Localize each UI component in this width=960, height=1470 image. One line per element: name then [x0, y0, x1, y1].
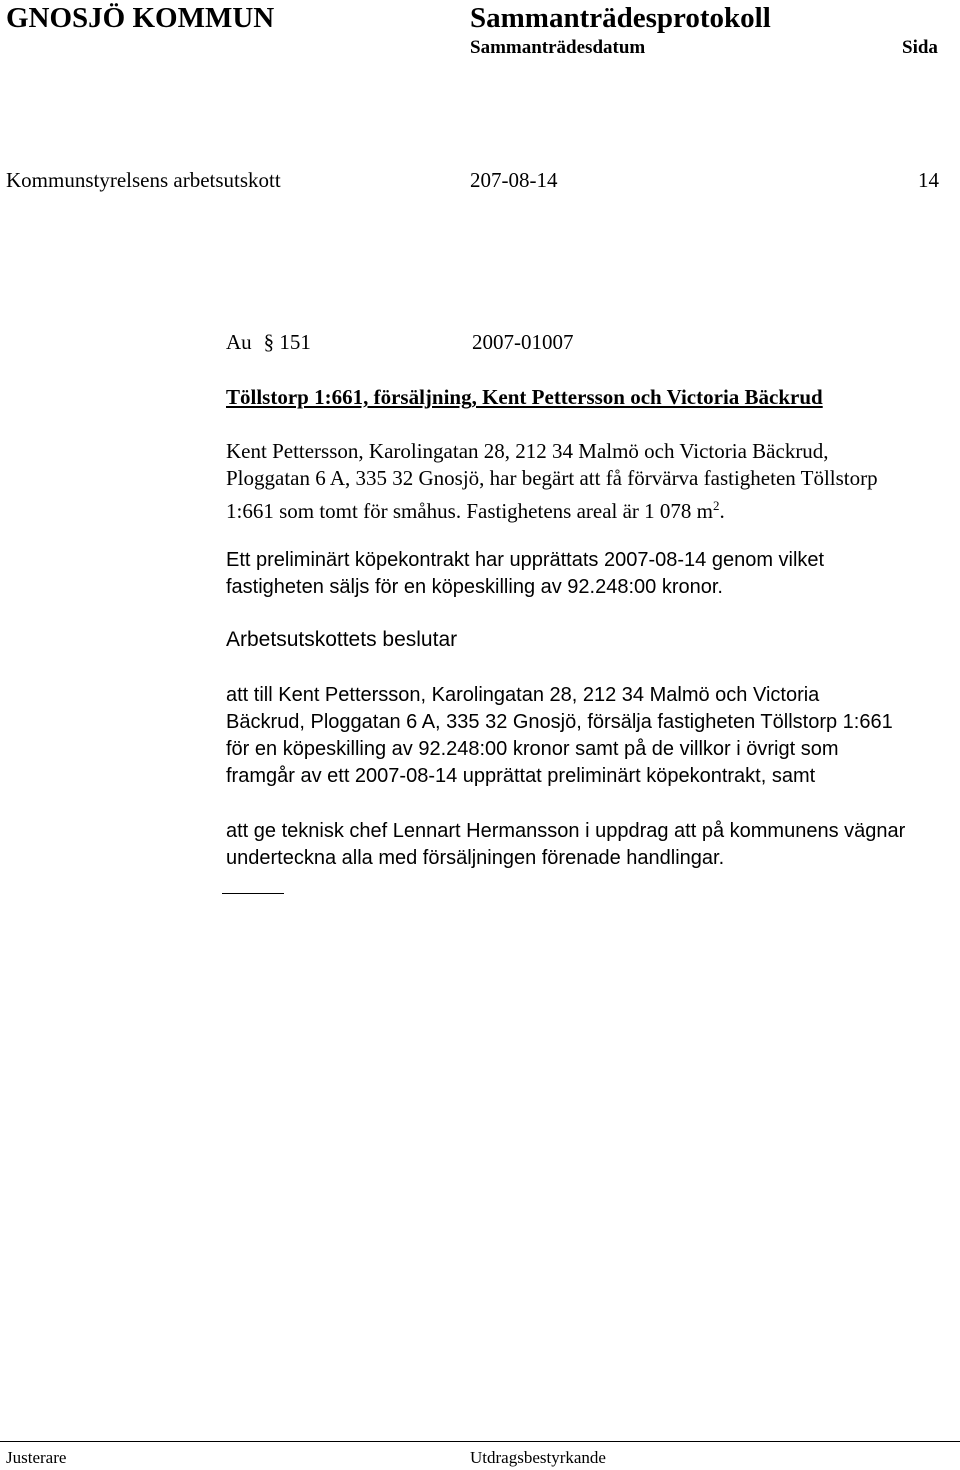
paragraph-line: underteckna alla med försäljningen förenade handlingar. — [226, 847, 725, 869]
superscript: 2 — [713, 498, 720, 513]
paragraph-line: Ett preliminärt köpekontrakt har upprättats 2007-08-14 genom vilket — [226, 549, 825, 571]
decision-paragraph — [226, 682, 946, 790]
paragraph-line: för en köpeskilling av 92.248:00 kronor samt på de villkor i övrigt som — [226, 738, 839, 760]
meeting-date-label: Sammanträdesdatum — [470, 37, 646, 58]
paragraph-line: Bäckrud, Ploggatan 6 A, 335 32 Gnosjö, försälja fastigheten Töllstorp 1:661 — [226, 711, 893, 733]
assignment-paragraph — [226, 818, 946, 872]
justerare-label: Justerare — [6, 1448, 67, 1467]
municipality-name: GNOSJÖ KOMMUN — [6, 2, 275, 34]
section-sign: § — [263, 330, 280, 354]
paragraph-line: att till Kent Pettersson, Karolingatan 28, 212 34 Malmö och Victoria — [226, 684, 820, 706]
decision-heading: Arbetsutskottets beslutar — [226, 628, 458, 651]
page-label: Sida — [902, 37, 938, 58]
paragraph-line: Kent Pettersson, Karolingatan 28, 212 34 Malmö och Victoria Bäckrud, — [226, 439, 829, 463]
paragraph-line: fastigheten säljs för en köpeskilling av 92.248:00 kronor. — [226, 576, 723, 598]
paragraph-line-text: 1:661 som tomt för småhus. Fastighetens areal är 1 078 m — [226, 499, 714, 523]
meeting-date-value: 207-08-14 — [470, 168, 558, 192]
document-type-title: Sammanträdesprotokoll — [470, 2, 771, 34]
paragraph-line-end: . — [719, 499, 725, 523]
page-number: 14 — [918, 168, 939, 192]
case-reference — [226, 330, 574, 355]
paragraph-line: att ge teknisk chef Lennart Hermansson i uppdrag att på kommunens vägnar — [226, 820, 906, 842]
utdragsbestyrkande-label: Utdragsbestyrkande — [470, 1448, 606, 1467]
case-heading: Töllstorp 1:661, försäljning, Kent Pettersson och Victoria Bäckrud — [226, 385, 823, 409]
committee-name: Kommunstyrelsens arbetsutskott — [6, 168, 281, 192]
background-paragraph — [226, 438, 946, 525]
paragraph-line: framgår av ett 2007-08-14 upprättat preliminärt köpekontrakt, samt — [226, 765, 816, 787]
footer-rule — [0, 1441, 960, 1442]
end-rule — [222, 893, 284, 894]
paragraph-line: Ploggatan 6 A, 335 32 Gnosjö, har begärt att få förvärva fastigheten Töllstorp — [226, 466, 878, 490]
section-number: 151 — [279, 330, 311, 354]
paragraph-line — [226, 492, 946, 525]
au-label: Au — [226, 330, 252, 354]
diary-number: 2007-01007 — [472, 330, 574, 354]
contract-paragraph — [226, 547, 946, 601]
